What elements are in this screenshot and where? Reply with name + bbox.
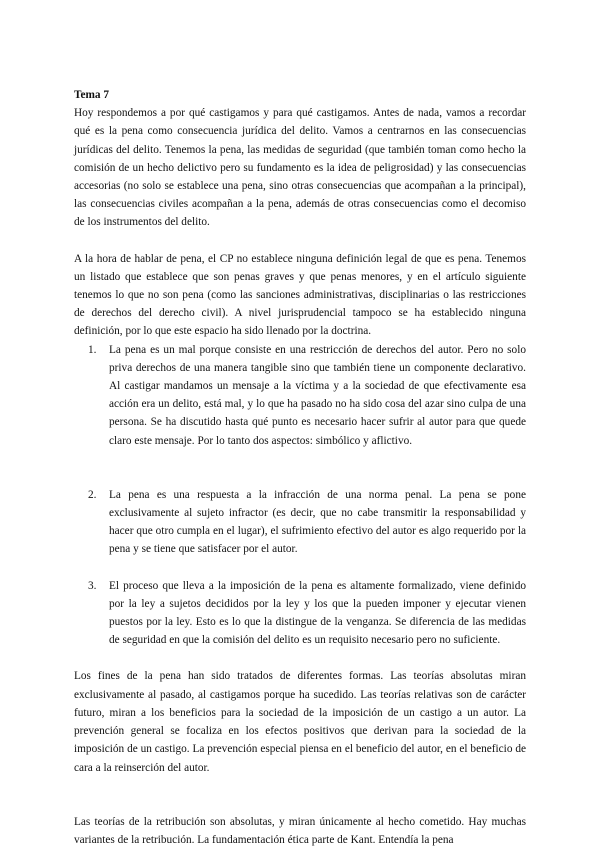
list-item: [74, 486, 526, 559]
list-item: [74, 577, 526, 650]
list-item-number: 1.: [88, 343, 97, 356]
paragraph-fines: Los fines de la pena han sido tratados de diferentes formas. Las teorías absolutas miran exclusivamente al pasado, al castigamos porque ha sucedido. Las teorías relativas son de carácter futuro, miran a los beneficios para la sociedad de la imposición de un castigo a un autor. La prevención general se focaliza en los efectos positivos que derivan para la sociedad de la imposición de un castigo. La prevención especial piensa en el beneficio del autor, en el beneficio de cara a la reinserción del autor.: [74, 670, 526, 774]
list-item-number: 3.: [88, 579, 97, 592]
paragraph-definition: A la hora de hablar de pena, el CP no establece ninguna definición legal de que es pena. Tenemos un listado que establece que son penas graves y que penas menores, y en el artículo siguiente tenemos lo que no son pena (como las sanciones administrativas, disciplinarias o las restricciones de derechos del derecho civil). A nivel jurisprudencial tampoco se ha establecido ninguna definición, por lo que este espacio ha sido llenado por la doctrina.: [74, 252, 526, 338]
paragraph-spacer: [74, 232, 526, 250]
list-item-number: 2.: [88, 488, 97, 501]
paragraph-retribucion: Las teorías de la retribución son absolutas, y miran únicamente al hecho cometido. Hay muchas variantes de la retribución. La fundamentación ética parte de Kant. Entendía la pena: [74, 815, 526, 846]
list-item-text: La pena es una respuesta a la infracción de una norma penal. La pena se pone exclusivamente al sujeto infractor (es decir, que no cabe transmitir la responsabilidad y hacer que otro cumpla en el lugar), el sufrimiento efectivo del autor es algo requerido por la pena y se tiene que satisfacer por el autor.: [109, 488, 526, 556]
document-page: [74, 86, 526, 849]
list-item-text: El proceso que lleva a la imposición de la pena es altamente formalizado, viene definido por la ley a sujetos decididos por la ley y los que la pueden imponer y ejecutar vienen puestos por la ley. Esto es lo que la distingue de la venganza. Se diferencia de las medidas de seguridad en que la comisión del delito es un requisito necesario pero no suficiente.: [109, 579, 526, 647]
pena-characteristics-list: [74, 341, 526, 650]
paragraph-spacer: [74, 777, 526, 813]
document-title: Tema 7: [74, 89, 110, 101]
list-item: [74, 341, 526, 450]
paragraph-spacer: [74, 649, 526, 667]
list-item-text: La pena es un mal porque consiste en una restricción de derechos del autor. Pero no solo priva derechos de una manera tangible sino que también tiene un componente declarativo. Al castigar mandamos un mensaje a la víctima y a la sociedad de que efectivamente esa acción era un delito, está mal, y lo que ha pasado no ha sido cosa del azar sino culpa de una persona. Se ha discutido hasta qué punto es necesario hacer sufrir al autor para que quede claro este mensaje. Por lo tanto dos aspectos: simbólico y aflictivo.: [109, 343, 526, 447]
paragraph-intro: Hoy respondemos a por qué castigamos y para qué castigamos. Antes de nada, vamos a recordar qué es la pena como consecuencia jurídica del delito. Vamos a centrarnos en las consecuencias jurídicas del delito. Tenemos la pena, las medidas de seguridad (que también toman como hecho la comisión de un hecho delictivo pero su fundamento es la idea de peligrosidad) y las consecuencias accesorias (no solo se establece una pena, sino otras consecuencias que acompañan a la principal), las consecuencias civiles acompañan a la pena, además de otras consecuencias como el decomiso de los instrumentos del delito.: [74, 107, 526, 229]
